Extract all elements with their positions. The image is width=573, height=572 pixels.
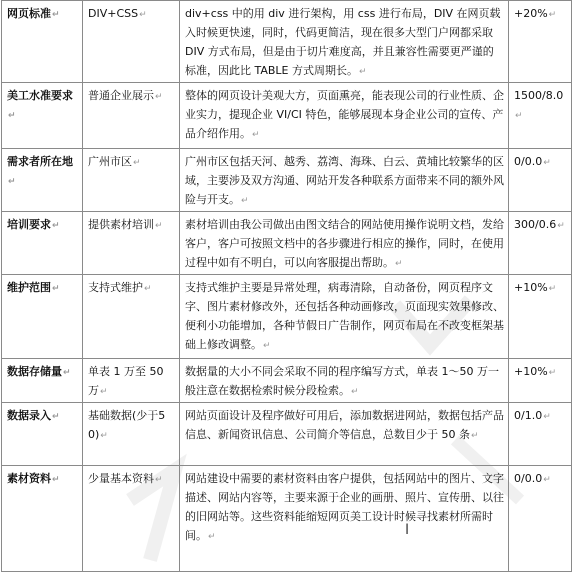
row-price: +10%↵ xyxy=(509,359,572,403)
row-label: 网页标准↵ xyxy=(2,1,83,83)
row-value: 少量基本资料↵ xyxy=(83,466,180,572)
row-value: 普通企业展示↵ xyxy=(83,83,180,149)
table-row xyxy=(2,403,572,466)
row-description: 数据量的大小不同会采取不同的程序编写方式，单表 1～50 万一般注意在数据检索时候分段检索。↵ xyxy=(180,359,509,403)
text-cursor-icon: I xyxy=(405,522,410,538)
row-value: 基础数据(少于50)↵ xyxy=(83,403,180,466)
table-row xyxy=(2,466,572,572)
row-value: DIV+CSS↵ xyxy=(83,1,180,83)
row-label: 维护范围↵ xyxy=(2,275,83,359)
spec-table xyxy=(1,0,572,572)
row-price: 0/0.0↵ xyxy=(509,466,572,572)
table-row xyxy=(2,275,572,359)
row-price: 0/1.0↵ xyxy=(509,403,572,466)
row-price: +10%↵ xyxy=(509,275,572,359)
row-description: 支持式维护主要是异常处理，病毒清除，自动备份，网页程序文字、图片素材修改外，还包括各种动画修改，页面现实效果修改、便利小功能增加，各种节假日广告制作，网页布局在不改变框架基础上修改调整。↵ xyxy=(180,275,509,359)
row-price: 300/0.6↵ xyxy=(509,212,572,275)
row-label: 美工水准要求↵ xyxy=(2,83,83,149)
row-price: 1500/8.0↵ xyxy=(509,83,572,149)
row-value: 广州市区↵ xyxy=(83,149,180,212)
table-row xyxy=(2,149,572,212)
table-row xyxy=(2,212,572,275)
row-description: 整体的网页设计美观大方，页面熏亮，能表现公司的行业性质、企业实力，提现企业 VI/CI 特色，能够展现本身企业公司的宣传、产品介绍作用。↵ xyxy=(180,83,509,149)
row-description: div+css 中的用 div 进行架构，用 css 进行布局，DIV 在网页载入时候更快速，同时，代码更简洁，现在很多大型门户网都采取 DIV 方式布局，但是由于切片难度高，并且兼容性需要更严谨的标准，因此比 TABLE 方式周期长。↵ xyxy=(180,1,509,83)
row-value: 提供素材培训↵ xyxy=(83,212,180,275)
table-row xyxy=(2,1,572,83)
row-label: 数据存储量↵ xyxy=(2,359,83,403)
row-price: 0/0.0↵ xyxy=(509,149,572,212)
row-label: 素材资料↵ xyxy=(2,466,83,572)
row-value: 单表 1 万至 50 万↵ xyxy=(83,359,180,403)
row-description: 素材培训由我公司做出由图文结合的网站使用操作说明文档，发给客户，客户可按照文档中的各步骤进行相应的操作，同时，在使用过程中如有不明白，可以向客服提出帮助。↵ xyxy=(180,212,509,275)
row-label: 需求者所在地↵ xyxy=(2,149,83,212)
row-label: 数据录入↵ xyxy=(2,403,83,466)
row-description: 网站建设中需要的素材资料由客户提供，包括网站中的图片、文字描述、网站内容等，主要来源于企业的画册、照片、宣传册、以往的旧网站等。这些资料能缩短网页美工设计时候寻找素材所需时间。↵ xyxy=(180,466,509,572)
table-row xyxy=(2,83,572,149)
row-label: 培训要求↵ xyxy=(2,212,83,275)
row-price: +20%↵ xyxy=(509,1,572,83)
row-description: 网站页面设计及程序做好可用后，添加数据进网站，数据包括产品信息、新闻资讯信息、公司简介等信息，总数目少于 50 条↵ xyxy=(180,403,509,466)
table-row xyxy=(2,359,572,403)
row-description: 广州市区包括天河、越秀、荔湾、海珠、白云、黄埔比较繁华的区域，主要涉及双方沟通、网站开发各种联系方面带来不同的额外风险与开支。↵ xyxy=(180,149,509,212)
row-value: 支持式维护↵ xyxy=(83,275,180,359)
